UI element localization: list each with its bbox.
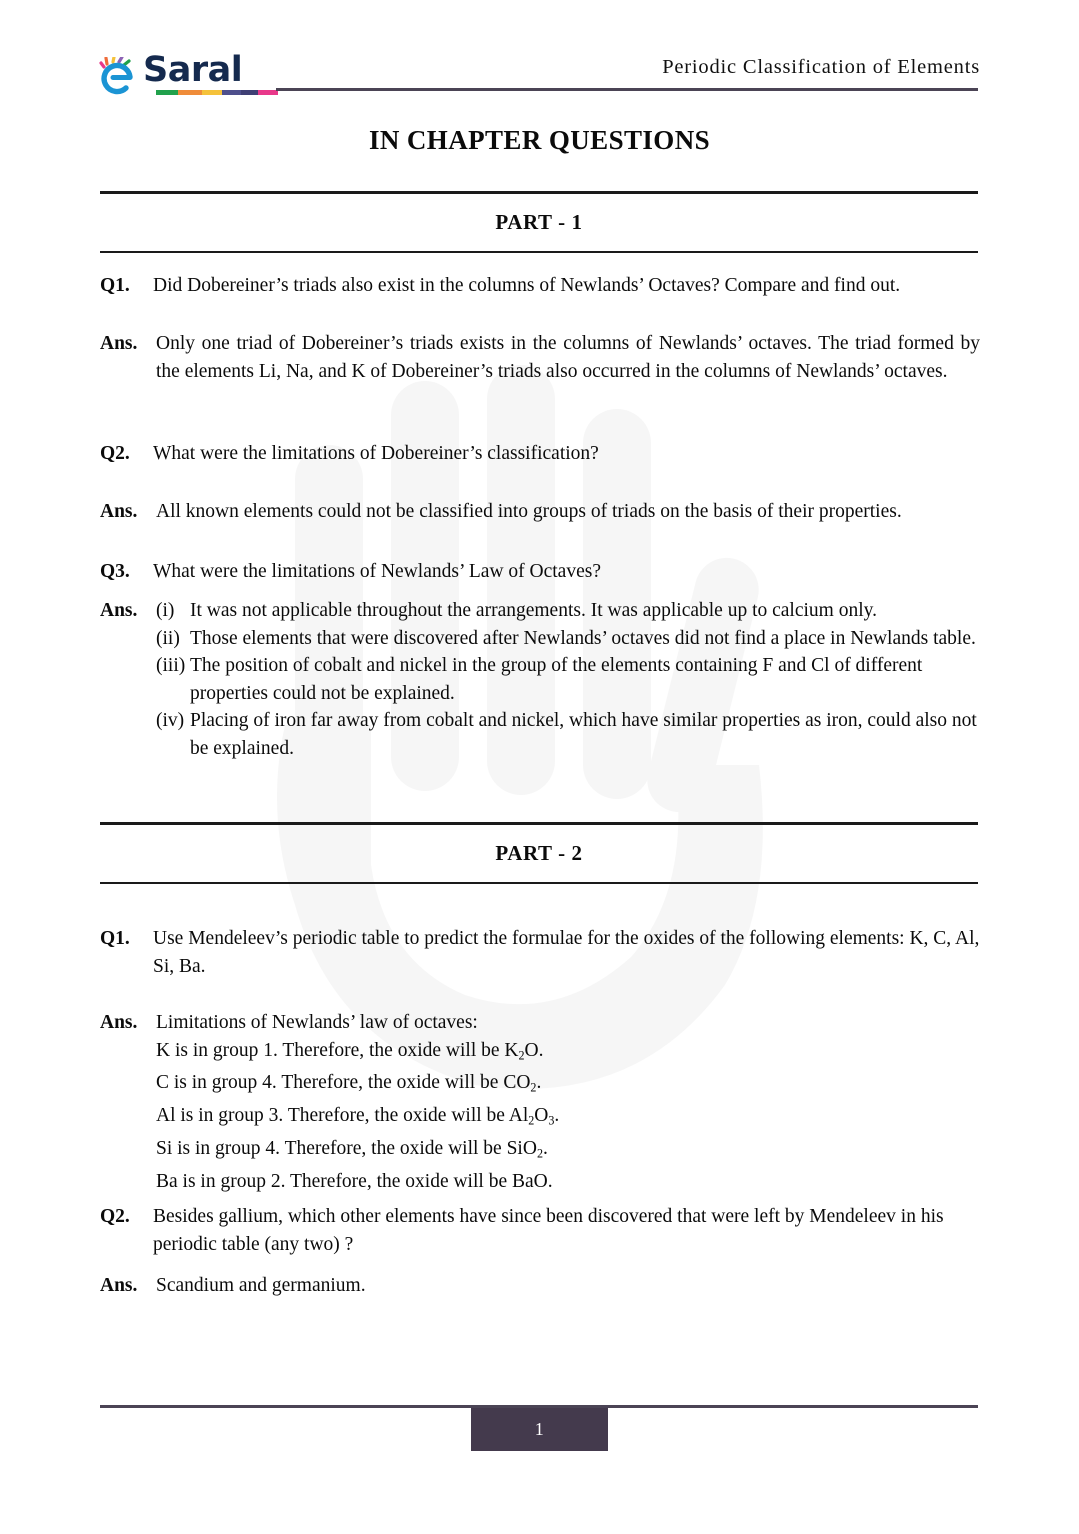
list-text: Placing of iron far away from cobalt and nickel, which have similar properties as iron, could also not be explained. [190, 710, 977, 759]
part-1-header [100, 191, 978, 253]
q-label: Q1. [100, 928, 130, 949]
esaral-logo[interactable] [99, 49, 271, 101]
ans-text [156, 1009, 980, 1201]
part-1-label: PART - 1 [495, 209, 583, 234]
ans-label: Ans. [100, 1012, 138, 1033]
formula-sub1: 2 [518, 1047, 525, 1062]
list-item [156, 1168, 980, 1201]
part-1-rule-bottom [100, 251, 978, 254]
ans-intro: Limitations of Newlands’ law of octaves: [156, 1012, 478, 1033]
part2-q1-answer [100, 1009, 980, 1201]
formula-suffix: . [538, 1039, 544, 1061]
q-text: Besides gallium, which other elements have since been discovered that were left by Mendeleev in his periodic table (any two) ? [153, 1206, 944, 1255]
ans-text: All known elements could not be classified into groups of triads on the basis of their properties. [156, 501, 902, 522]
ans-label: Ans. [100, 600, 138, 621]
q-label: Q1. [100, 275, 130, 296]
page-number-badge: 1 [471, 1408, 608, 1451]
formula-sub1: 2 [530, 1080, 537, 1095]
formula-prefix: K is in group 1. Therefore, the oxide will be [156, 1039, 505, 1061]
part1-q2-question [100, 440, 980, 468]
formula-suffix: . [554, 1105, 560, 1127]
q-label: Q2. [100, 443, 130, 464]
list-item [156, 652, 980, 707]
q-text: Did Dobereiner’s triads also exist in the columns of Newlands’ Octaves? Compare and find out. [153, 275, 901, 296]
list-marker: (iv) [156, 710, 185, 731]
formula-suffix: . [542, 1138, 548, 1160]
list-item [156, 707, 980, 762]
part1-q3-question [100, 558, 980, 586]
part-2-header [100, 822, 978, 884]
part1-q2-answer [100, 498, 980, 526]
list-item [156, 597, 980, 625]
q-text: What were the limitations of Newlands’ Law of Octaves? [153, 561, 601, 582]
ans-label: Ans. [100, 333, 138, 354]
list-item [156, 1135, 980, 1168]
list-item [156, 625, 980, 653]
formula-sub1: 2 [536, 1146, 543, 1161]
list-item [156, 1037, 980, 1070]
formula-symbol: SiO [506, 1138, 537, 1160]
part2-q2-question [100, 1203, 980, 1258]
list-text: The position of cobalt and nickel in the group of the elements containing F and Cl of different properties could not be explained. [190, 655, 923, 704]
ans-text: Scandium and germanium. [156, 1275, 366, 1296]
formula-mid: O [534, 1105, 549, 1127]
list-item [156, 1102, 980, 1135]
list-marker: (i) [156, 600, 175, 621]
logo-color-bar [156, 90, 278, 95]
part1-q3-answer [100, 597, 980, 762]
formula-symbol: CO [503, 1072, 531, 1094]
ans-label: Ans. [100, 501, 138, 522]
part-2-label: PART - 2 [495, 840, 583, 865]
formula-sub1: 2 [528, 1113, 535, 1128]
list-text: It was not applicable throughout the arrangements. It was applicable up to calcium only. [190, 600, 877, 621]
ans-label: Ans. [100, 1275, 138, 1296]
page-title: IN CHAPTER QUESTIONS [368, 125, 711, 155]
header-divider [276, 88, 978, 91]
formula-suffix: . [547, 1171, 553, 1192]
q-text: What were the limitations of Dobereiner’s classification? [153, 443, 599, 464]
esaral-e-rays-icon [99, 57, 141, 95]
formula-mid: O [524, 1039, 539, 1061]
limitations-list [156, 597, 980, 762]
formula-prefix: Si is in group 4. Therefore, the oxide will be [156, 1138, 507, 1160]
list-marker: (ii) [156, 627, 180, 649]
part1-q1-question [100, 272, 980, 300]
ans-text: Only one triad of Dobereiner’s triads exists in the columns of Newlands’ octaves. The triad formed by the elements Li, Na, and K of Dobereiner’s triads also occurred in the columns of Newlands’ octaves. [156, 333, 980, 382]
formula-suffix: . [536, 1072, 542, 1094]
list-marker: (iii) [156, 655, 186, 676]
q-label: Q3. [100, 561, 130, 582]
formula-symbol: BaO [511, 1171, 548, 1192]
formula-prefix: Al is in group 3. Therefore, the oxide will be [156, 1105, 509, 1127]
q-label: Q2. [100, 1206, 130, 1227]
formula-prefix: Ba is in group 2. Therefore, the oxide will be [156, 1171, 512, 1192]
part2-q1-question [100, 925, 980, 980]
part1-q1-answer [100, 330, 980, 385]
list-item [156, 1069, 980, 1102]
chapter-title: Periodic Classification of Elements [662, 56, 980, 78]
page-header [0, 0, 1079, 104]
formula-sub2: 3 [548, 1113, 555, 1128]
list-text: Those elements that were discovered after Newlands’ octaves did not find a place in Newlands table. [190, 627, 976, 649]
part2-q2-answer [100, 1272, 980, 1300]
formula-symbol: Al [508, 1105, 529, 1127]
formula-symbol: K [504, 1039, 519, 1061]
oxide-formula-list [156, 1037, 980, 1201]
logo-wordmark: Saral [143, 50, 243, 90]
formula-prefix: C is in group 4. Therefore, the oxide will be [156, 1072, 504, 1094]
ans-list [156, 597, 980, 762]
q-text: Use Mendeleev’s periodic table to predict the formulae for the oxides of the following elements: K, C, Al, Si, Ba. [153, 928, 980, 977]
part-2-rule-bottom [100, 882, 978, 885]
